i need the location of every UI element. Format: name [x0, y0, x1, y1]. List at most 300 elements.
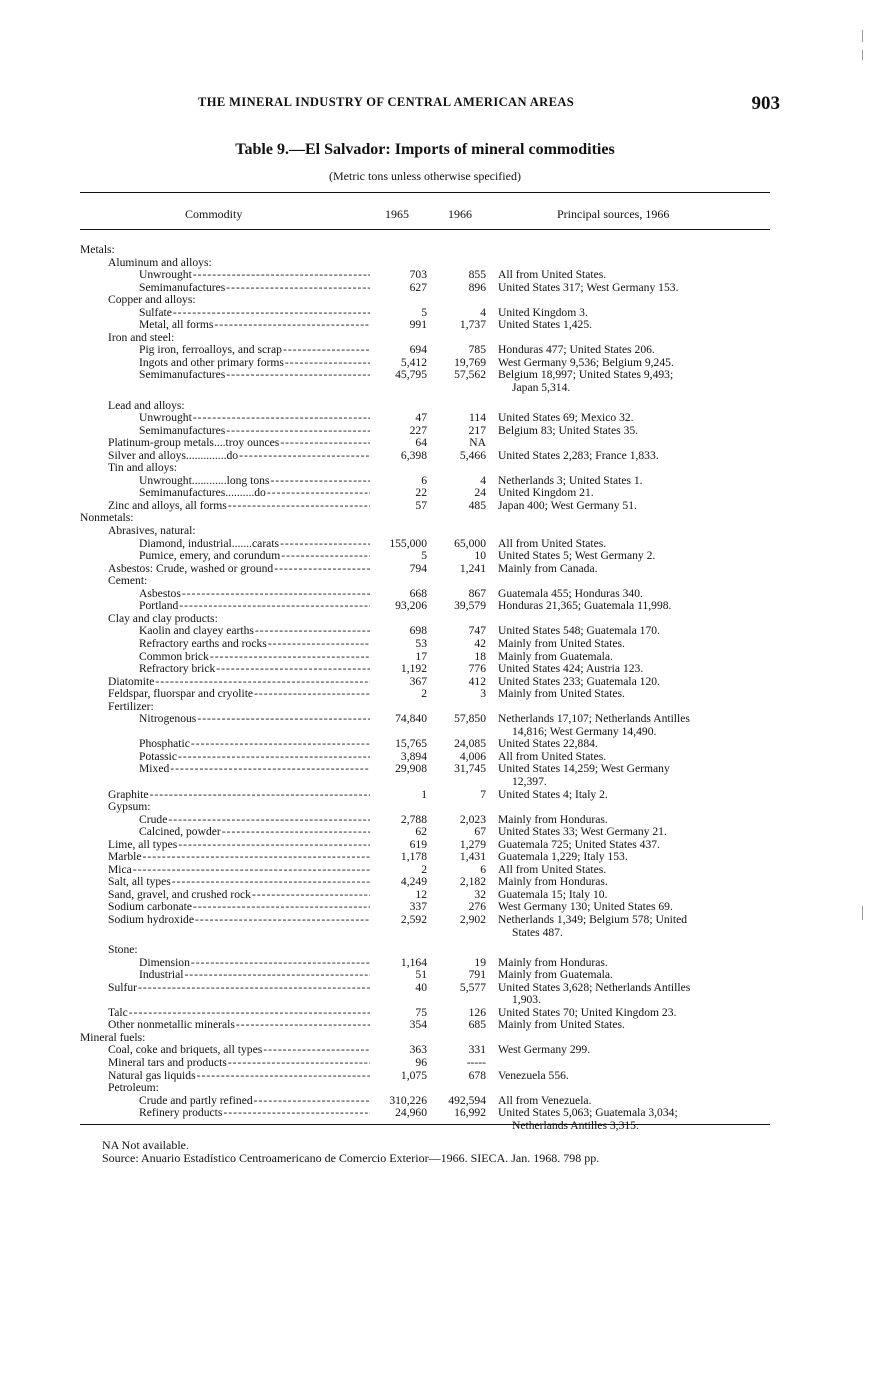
commodity-cell: [80, 688, 370, 701]
commodity-cell: [80, 713, 370, 726]
commodity-label: Salt, all types: [108, 876, 171, 889]
commodity-cell: [80, 889, 370, 902]
commodity-cell: [80, 500, 370, 513]
commodity-label: Tin and alloys:: [108, 462, 178, 475]
principal-sources: Belgium 18,997; United States 9,493;: [498, 368, 674, 382]
value-1965: 57: [415, 498, 427, 512]
value-1965: 74,840: [395, 712, 427, 726]
value-1966: 747: [468, 624, 486, 638]
principal-sources: United States 317; West Germany 153.: [498, 280, 679, 294]
scan-edge-mark: [862, 30, 863, 42]
value-1966: 16,992: [454, 1106, 486, 1120]
value-1966: 331: [468, 1043, 486, 1057]
value-1966: 485: [468, 498, 486, 512]
principal-sources: United States 2,283; France 1,833.: [498, 448, 659, 462]
commodity-label: Platinum-group metals....troy ounces: [108, 437, 280, 450]
commodity-label: Metals:: [80, 244, 115, 256]
principal-sources: United States 14,259; West Germany: [498, 762, 670, 776]
table-row: [0, 969, 890, 982]
principal-sources: Venezuela 556.: [498, 1068, 569, 1082]
commodity-cell: [80, 400, 370, 413]
table-row: [0, 876, 890, 889]
principal-sources: United States 548; Guatemala 170.: [498, 624, 660, 638]
footnotes: [102, 1139, 599, 1165]
column-header-1965: 1965: [385, 207, 409, 221]
commodity-cell: [80, 437, 370, 450]
footnote-source: Source: Anuario Estadístico Centroamericano de Comercio Exterior—1966. SIECA. Jan. 1968. 798 pp.: [102, 1151, 600, 1165]
value-1966: 791: [468, 968, 486, 982]
commodity-label: Coal, coke and briquets, all types: [108, 1044, 263, 1057]
table-row: [0, 319, 890, 332]
commodity-label: Nonmetals:: [80, 512, 134, 525]
value-1965: 15,765: [395, 737, 427, 751]
table-row: [0, 400, 890, 413]
value-1966: 4,006: [459, 749, 486, 763]
table-row: [0, 550, 890, 563]
value-1966: 3: [480, 687, 486, 701]
value-1966: 24: [474, 486, 486, 500]
value-1966: 2,023: [459, 812, 486, 826]
value-1965: 53: [415, 636, 427, 650]
commodity-cell: [80, 1032, 370, 1045]
commodity-label: Copper and alloys:: [108, 294, 196, 307]
value-1965: 310,226: [389, 1093, 427, 1107]
principal-sources: Guatemala 725; United States 437.: [498, 837, 660, 851]
value-1965: 62: [415, 825, 427, 839]
top-rule: [80, 192, 770, 193]
commodity-cell: [80, 244, 370, 257]
commodity-cell: [80, 957, 370, 970]
commodity-label: Crude: [139, 813, 168, 826]
commodity-cell: [80, 1107, 370, 1120]
value-1966: 1,737: [459, 318, 486, 332]
value-1966: 19,769: [454, 355, 486, 369]
table-row: [0, 450, 890, 463]
value-1966: -----: [466, 1056, 486, 1069]
commodity-cell: [80, 613, 370, 626]
principal-sources: Netherlands 17,107; Netherlands Antilles: [498, 712, 690, 726]
value-1966: 126: [468, 1005, 486, 1019]
commodity-label: Feldspar, fluorspar and cryolite: [108, 688, 254, 701]
value-1966: 10: [474, 549, 486, 563]
table-row: [0, 257, 890, 270]
commodity-label: Mixed: [139, 763, 170, 776]
commodity-cell: [80, 332, 370, 345]
value-1965: 6,398: [400, 448, 427, 462]
value-1965: 64: [415, 436, 427, 450]
value-1965: 75: [415, 1005, 427, 1019]
value-1966: 276: [468, 900, 486, 914]
value-1966: 57,562: [454, 368, 486, 382]
table-row: [0, 1107, 890, 1120]
principal-sources: United States 4; Italy 2.: [498, 787, 608, 801]
commodity-cell: [80, 538, 370, 551]
value-1965: 2,788: [400, 812, 427, 826]
table-row: [0, 1057, 890, 1070]
value-1966: 7: [480, 787, 486, 801]
value-1965: 668: [409, 586, 427, 600]
table-row: [0, 688, 890, 701]
principal-sources: United States 22,884.: [498, 737, 598, 751]
principal-sources: Mainly from Guatemala.: [498, 649, 613, 663]
value-1966: 4: [480, 305, 486, 319]
commodity-cell: [80, 651, 370, 664]
principal-sources: United Kingdom 3.: [498, 305, 588, 319]
table-row: [0, 914, 890, 927]
commodity-cell: [80, 357, 370, 370]
value-1965: 17: [415, 649, 427, 663]
principal-sources: Mainly from United States.: [498, 687, 625, 701]
value-1966: 855: [468, 268, 486, 282]
value-1965: 96: [415, 1056, 427, 1069]
table-row: [0, 801, 890, 814]
principal-sources: All from United States.: [498, 536, 607, 550]
principal-sources: United States 5,063; Guatemala 3,034;: [498, 1106, 678, 1120]
commodity-label: Industrial: [139, 969, 184, 982]
table-row: [0, 676, 890, 689]
commodity-label: Other nonmetallic minerals: [108, 1019, 235, 1032]
table-row: [0, 1019, 890, 1032]
value-1965: 227: [409, 423, 427, 437]
commodity-label: Petroleum:: [108, 1082, 159, 1095]
commodity-label: Mica: [108, 863, 132, 876]
value-1965: 794: [409, 561, 427, 575]
value-1966: 685: [468, 1018, 486, 1032]
table-row: [0, 512, 890, 525]
table-row: [0, 500, 890, 513]
principal-sources: Honduras 477; United States 206.: [498, 343, 655, 357]
commodity-cell: [80, 738, 370, 751]
commodity-cell: [80, 789, 370, 802]
principal-sources: Netherlands Antilles 3,315.: [512, 1118, 639, 1132]
principal-sources: All from United States.: [498, 268, 607, 282]
value-1966: 24,085: [454, 737, 486, 751]
principal-sources: Mainly from Honduras.: [498, 875, 608, 889]
value-1965: 694: [409, 343, 427, 357]
principal-sources: Netherlands 3; United States 1.: [498, 473, 643, 487]
value-1965: 337: [409, 900, 427, 914]
value-1966: 492,594: [448, 1093, 486, 1107]
commodity-label: Fertilizer:: [108, 700, 154, 713]
principal-sources: States 487.: [512, 925, 563, 939]
commodity-cell: [80, 257, 370, 270]
principal-sources: All from United States.: [498, 749, 607, 763]
value-1965: 354: [409, 1018, 427, 1032]
commodity-cell: [80, 307, 370, 320]
principal-sources: Japan 400; West Germany 51.: [498, 498, 637, 512]
commodity-cell: [80, 663, 370, 676]
table-row: [0, 575, 890, 588]
principal-sources: United States 3,628; Netherlands Antilles: [498, 980, 691, 994]
commodity-cell: [80, 876, 370, 889]
commodity-label: Kaolin and clayey earths: [139, 625, 254, 638]
commodity-cell: [80, 369, 370, 382]
commodity-cell: [80, 801, 370, 814]
commodity-cell: [80, 751, 370, 764]
principal-sources: Guatemala 15; Italy 10.: [498, 887, 608, 901]
commodity-cell: [80, 944, 370, 957]
table-row: [0, 851, 890, 864]
table-row: [0, 1070, 890, 1083]
commodity-cell: [80, 294, 370, 307]
table-row: [0, 244, 890, 257]
commodity-cell: [80, 1095, 370, 1108]
value-1966: 2,902: [459, 912, 486, 926]
commodity-label: Potassic: [139, 750, 178, 763]
bottom-rule: [80, 1124, 770, 1125]
commodity-cell: [80, 1007, 370, 1020]
table-row: [0, 462, 890, 475]
table-row: [0, 307, 890, 320]
commodity-label: Nitrogenous: [139, 713, 197, 726]
value-1965: 1,075: [400, 1068, 427, 1082]
commodity-cell: [80, 487, 370, 500]
commodity-cell: [80, 625, 370, 638]
table-row: [0, 927, 890, 940]
table-row: [0, 944, 890, 957]
commodity-label: Sulfate: [139, 306, 172, 319]
commodity-cell: [80, 550, 370, 563]
table-row: [0, 651, 890, 664]
commodity-cell: [80, 638, 370, 651]
scan-edge-mark: [862, 50, 863, 60]
commodity-cell: [80, 563, 370, 576]
table-row: [0, 344, 890, 357]
commodity-label: Sodium carbonate: [108, 901, 193, 914]
value-1965: 2,592: [400, 912, 427, 926]
principal-sources: West Germany 9,536; Belgium 9,245.: [498, 355, 674, 369]
table-row: [0, 638, 890, 651]
value-1966: 18: [474, 649, 486, 663]
principal-sources: United States 424; Austria 123.: [498, 662, 644, 676]
commodity-label: Crude and partly refined: [139, 1094, 253, 1107]
commodity-cell: [80, 525, 370, 538]
commodity-label: Sulfur: [108, 981, 137, 994]
commodity-label: Marble: [108, 851, 142, 864]
commodity-cell: [80, 839, 370, 852]
commodity-cell: [80, 1070, 370, 1083]
table-row: [0, 538, 890, 551]
table-row: [0, 613, 890, 626]
commodity-label: Abrasives, natural:: [108, 525, 196, 538]
table-row: [0, 588, 890, 601]
commodity-label: Cement:: [108, 575, 148, 588]
commodity-cell: [80, 851, 370, 864]
commodity-label: Gypsum:: [108, 801, 151, 814]
commodity-label: Talc: [108, 1006, 128, 1019]
commodity-label: Pig iron, ferroalloys, and scrap: [139, 344, 282, 357]
commodity-label: Unwrought: [139, 269, 192, 282]
commodity-label: Dimension: [139, 956, 190, 969]
commodity-cell: [80, 1019, 370, 1032]
table-row: [0, 425, 890, 438]
value-1966: 65,000: [454, 536, 486, 550]
commodity-cell: [80, 600, 370, 613]
commodity-label: Asbestos: [139, 587, 181, 600]
principal-sources: Japan 5,314.: [512, 381, 571, 395]
commodity-label: Unwrought............long tons: [139, 474, 270, 487]
principal-sources: Mainly from Honduras.: [498, 955, 608, 969]
commodity-cell: [80, 814, 370, 827]
value-1965: 1,178: [400, 850, 427, 864]
commodity-label: Portland: [139, 600, 179, 613]
footnote-na: NA Not available.: [102, 1138, 189, 1152]
principal-sources: Mainly from Canada.: [498, 561, 598, 575]
value-1965: 363: [409, 1043, 427, 1057]
commodity-cell: [80, 1044, 370, 1057]
value-1966: 2,182: [459, 875, 486, 889]
value-1965: 12: [415, 887, 427, 901]
value-1966: 776: [468, 662, 486, 676]
running-head-title: THE MINERAL INDUSTRY OF CENTRAL AMERICAN AREAS: [198, 95, 575, 109]
scan-edge-mark: [862, 906, 863, 920]
table-row: [0, 982, 890, 995]
table-subtitle: (Metric tons unless otherwise specified): [329, 169, 521, 183]
value-1965: 698: [409, 624, 427, 638]
value-1965: 619: [409, 837, 427, 851]
commodity-label: Aluminum and alloys:: [108, 256, 212, 269]
table-row: [0, 332, 890, 345]
table-row: [0, 839, 890, 852]
table-row: [0, 994, 890, 1007]
principal-sources: Honduras 21,365; Guatemala 11,998.: [498, 599, 672, 613]
commodity-label: Unwrought: [139, 412, 192, 425]
value-1965: 703: [409, 268, 427, 282]
principal-sources: 12,397.: [512, 774, 547, 788]
table-row: [0, 369, 890, 382]
commodity-cell: [80, 676, 370, 689]
commodity-label: Refractory earths and rocks: [139, 637, 267, 650]
value-1966: 5,577: [459, 980, 486, 994]
principal-sources: Belgium 83; United States 35.: [498, 423, 639, 437]
commodity-label: Sand, gravel, and crushed rock: [108, 888, 251, 901]
commodity-label: Silver and alloys..............do: [108, 449, 239, 462]
commodity-label: Clay and clay products:: [108, 612, 218, 625]
table-row: [0, 726, 890, 739]
value-1965: 5: [421, 549, 427, 563]
commodity-label: Semimanufactures: [139, 369, 226, 382]
value-1966: 67: [474, 825, 486, 839]
commodity-cell: [80, 864, 370, 877]
commodity-cell: [80, 1082, 370, 1095]
table-row: [0, 1095, 890, 1108]
value-1966: 1,431: [459, 850, 486, 864]
principal-sources: Netherlands 1,349; Belgium 578; United: [498, 912, 688, 926]
table-row: [0, 814, 890, 827]
principal-sources: United States 69; Mexico 32.: [498, 411, 634, 425]
value-1966: 896: [468, 280, 486, 294]
table-row: [0, 475, 890, 488]
value-1965: 1,192: [400, 662, 427, 676]
principal-sources: Mainly from United States.: [498, 1018, 625, 1032]
value-1965: 155,000: [389, 536, 427, 550]
principal-sources: 14,816; West Germany 14,490.: [512, 724, 657, 738]
table-row: [0, 957, 890, 970]
value-1965: 2: [421, 687, 427, 701]
commodity-cell: [80, 344, 370, 357]
table-row: [0, 525, 890, 538]
commodity-label: Metal, all forms: [139, 319, 214, 332]
principal-sources: United States 5; West Germany 2.: [498, 549, 656, 563]
commodity-cell: [80, 412, 370, 425]
value-1965: 5: [421, 305, 427, 319]
value-1965: 45,795: [395, 368, 427, 382]
header-rule: [80, 229, 770, 230]
value-1965: 6: [421, 473, 427, 487]
value-1966: NA: [469, 436, 486, 450]
value-1966: 1,241: [459, 561, 486, 575]
column-header-sources: Principal sources, 1966: [557, 207, 670, 221]
commodity-cell: [80, 319, 370, 332]
table-title: Table 9.—El Salvador: Imports of mineral commodities: [235, 141, 615, 158]
commodity-cell: [80, 588, 370, 601]
commodity-cell: [80, 969, 370, 982]
commodity-label: Semimanufactures: [139, 281, 226, 294]
commodity-cell: [80, 1057, 370, 1070]
principal-sources: Mainly from United States.: [498, 636, 625, 650]
commodity-cell: [80, 269, 370, 282]
table-row: [0, 901, 890, 914]
commodity-label: Graphite: [108, 788, 149, 801]
value-1966: 42: [474, 636, 486, 650]
commodity-cell: [80, 512, 370, 525]
commodity-label: Natural gas liquids: [108, 1069, 196, 1082]
value-1965: 24,960: [395, 1106, 427, 1120]
commodity-cell: [80, 575, 370, 588]
value-1965: 367: [409, 674, 427, 688]
table-row: [0, 294, 890, 307]
value-1966: 412: [468, 674, 486, 688]
table-row: [0, 269, 890, 282]
table-row: [0, 663, 890, 676]
table-row: [0, 889, 890, 902]
value-1965: 3,894: [400, 749, 427, 763]
table-row: [0, 282, 890, 295]
table-row: [0, 701, 890, 714]
commodity-cell: [80, 982, 370, 995]
commodity-label: Refinery products: [139, 1107, 223, 1120]
value-1965: 2: [421, 862, 427, 876]
value-1965: 40: [415, 980, 427, 994]
commodity-label: Phosphatic: [139, 738, 190, 751]
table-row: [0, 1120, 890, 1133]
table-row: [0, 776, 890, 789]
value-1966: 39,579: [454, 599, 486, 613]
value-1965: 627: [409, 280, 427, 294]
principal-sources: United States 233; Guatemala 120.: [498, 674, 660, 688]
value-1965: 5,412: [400, 355, 427, 369]
principal-sources: Mainly from Honduras.: [498, 812, 608, 826]
commodity-label: Calcined, powder: [139, 826, 221, 839]
commodity-label: Iron and steel:: [108, 331, 175, 344]
table-row: [0, 357, 890, 370]
value-1966: 19: [474, 955, 486, 969]
principal-sources: Mainly from Guatemala.: [498, 968, 613, 982]
value-1966: 6: [480, 862, 486, 876]
value-1966: 4: [480, 473, 486, 487]
running-head: [80, 93, 780, 115]
table-row: [0, 1044, 890, 1057]
commodity-cell: [80, 462, 370, 475]
principal-sources: West Germany 130; United States 69.: [498, 900, 673, 914]
commodity-cell: [80, 763, 370, 776]
table-row: [0, 864, 890, 877]
value-1965: 1,164: [400, 955, 427, 969]
value-1966: 217: [468, 423, 486, 437]
commodity-cell: [80, 282, 370, 295]
table-row: [0, 487, 890, 500]
table-row: [0, 1032, 890, 1045]
